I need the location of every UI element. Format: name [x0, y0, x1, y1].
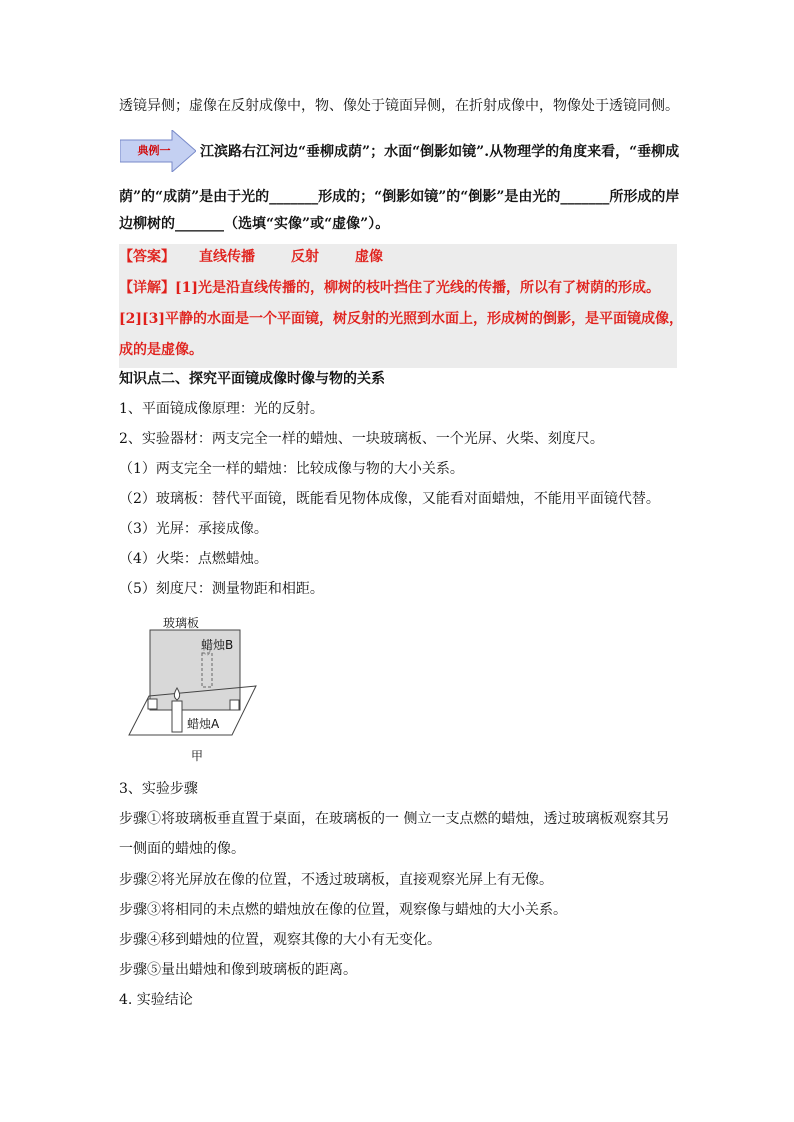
point-6: （4）火柴：点燃蜡烛。: [119, 551, 268, 567]
intro-text: 透镜异侧；虚像在反射成像中，物、像处于镜面异侧，在折射成像中，物像处于透镜同侧。: [119, 98, 679, 114]
answer-value-3: 虚像: [355, 249, 383, 265]
point-7: （5）刻度尺：测量物距和相距。: [119, 581, 324, 597]
conclusion-title: 4. 实验结论: [119, 992, 193, 1008]
candle-a-label: 蜡烛A: [187, 717, 220, 731]
point-1: 1、平面镜成像原理：光的反射。: [119, 401, 324, 417]
question-line-2: 荫”的“成荫”是由于光的_______形成的；“倒影如镜”的“倒影”是由光的_______所形成的岸: [119, 189, 680, 205]
step-1: 步骤①将玻璃板垂直置于桌面，在玻璃板的一 侧立一支点燃的蜡烛，透过玻璃板观察其另: [119, 811, 670, 827]
question-line-3: 边柳树的_______（选填“实像”或“虚像”）。: [119, 216, 390, 232]
diagram-caption: 甲: [191, 749, 204, 763]
detail-label: 【详解】: [119, 280, 175, 296]
point-3: （1）两支完全一样的蜡烛：比较成像与物的大小关系。: [119, 461, 464, 477]
mirror-experiment-diagram: [125, 612, 265, 764]
question-line-1: 江滨路右江河边“垂柳成荫”；水面“倒影如镜”.从物理学的角度来看，“垂柳成: [200, 144, 680, 160]
step-2: 步骤②将光屏放在像的位置，不透过玻璃板，直接观察光屏上有无像。: [119, 872, 553, 888]
detail-line-2: [2][3]平静的水面是一个平面镜，树反射的光照到水面上，形成树的倒影，是平面镜成像，: [119, 311, 683, 327]
step-1-cont: 一侧面的蜡烛的像。: [119, 841, 245, 857]
answer-label: 【答案】: [119, 249, 175, 265]
example-badge-label: 典例一: [137, 144, 171, 157]
point-2: 2、实验器材：两支完全一样的蜡烛、一块玻璃板、一个光屏、火柴、刻度尺。: [119, 431, 604, 447]
steps-title: 3、实验步骤: [119, 781, 198, 797]
step-5: 步骤⑤量出蜡烛和像到玻璃板的距离。: [119, 962, 357, 978]
point-5: （3）光屏：承接成像。: [119, 521, 268, 537]
answer-line: [119, 247, 383, 267]
step-3: 步骤③将相同的未点燃的蜡烛放在像的位置，观察像与蜡烛的大小关系。: [119, 902, 567, 918]
example-badge: [120, 130, 196, 172]
candle-b-label: 蜡烛B: [201, 638, 234, 652]
glass-plate-label: 玻璃板: [163, 616, 200, 630]
answer-value-1: 直线传播: [199, 249, 255, 265]
detail-line-1: [119, 278, 660, 298]
detail-line-3: 成的是虚像。: [119, 342, 203, 358]
detail-text-1: [1]光是沿直线传播的，柳树的枝叶挡住了光线的传播，所以有了树荫的形成。: [175, 280, 660, 296]
section-title: 知识点二、探究平面镜成像时像与物的关系: [119, 371, 385, 387]
experiment-figure: [125, 612, 265, 764]
answer-value-2: 反射: [291, 249, 319, 265]
point-4: （2）玻璃板：替代平面镜，既能看见物体成像，又能看对面蜡烛，不能用平面镜代替。: [119, 491, 660, 507]
step-4: 步骤④移到蜡烛的位置，观察其像的大小有无变化。: [119, 932, 441, 948]
